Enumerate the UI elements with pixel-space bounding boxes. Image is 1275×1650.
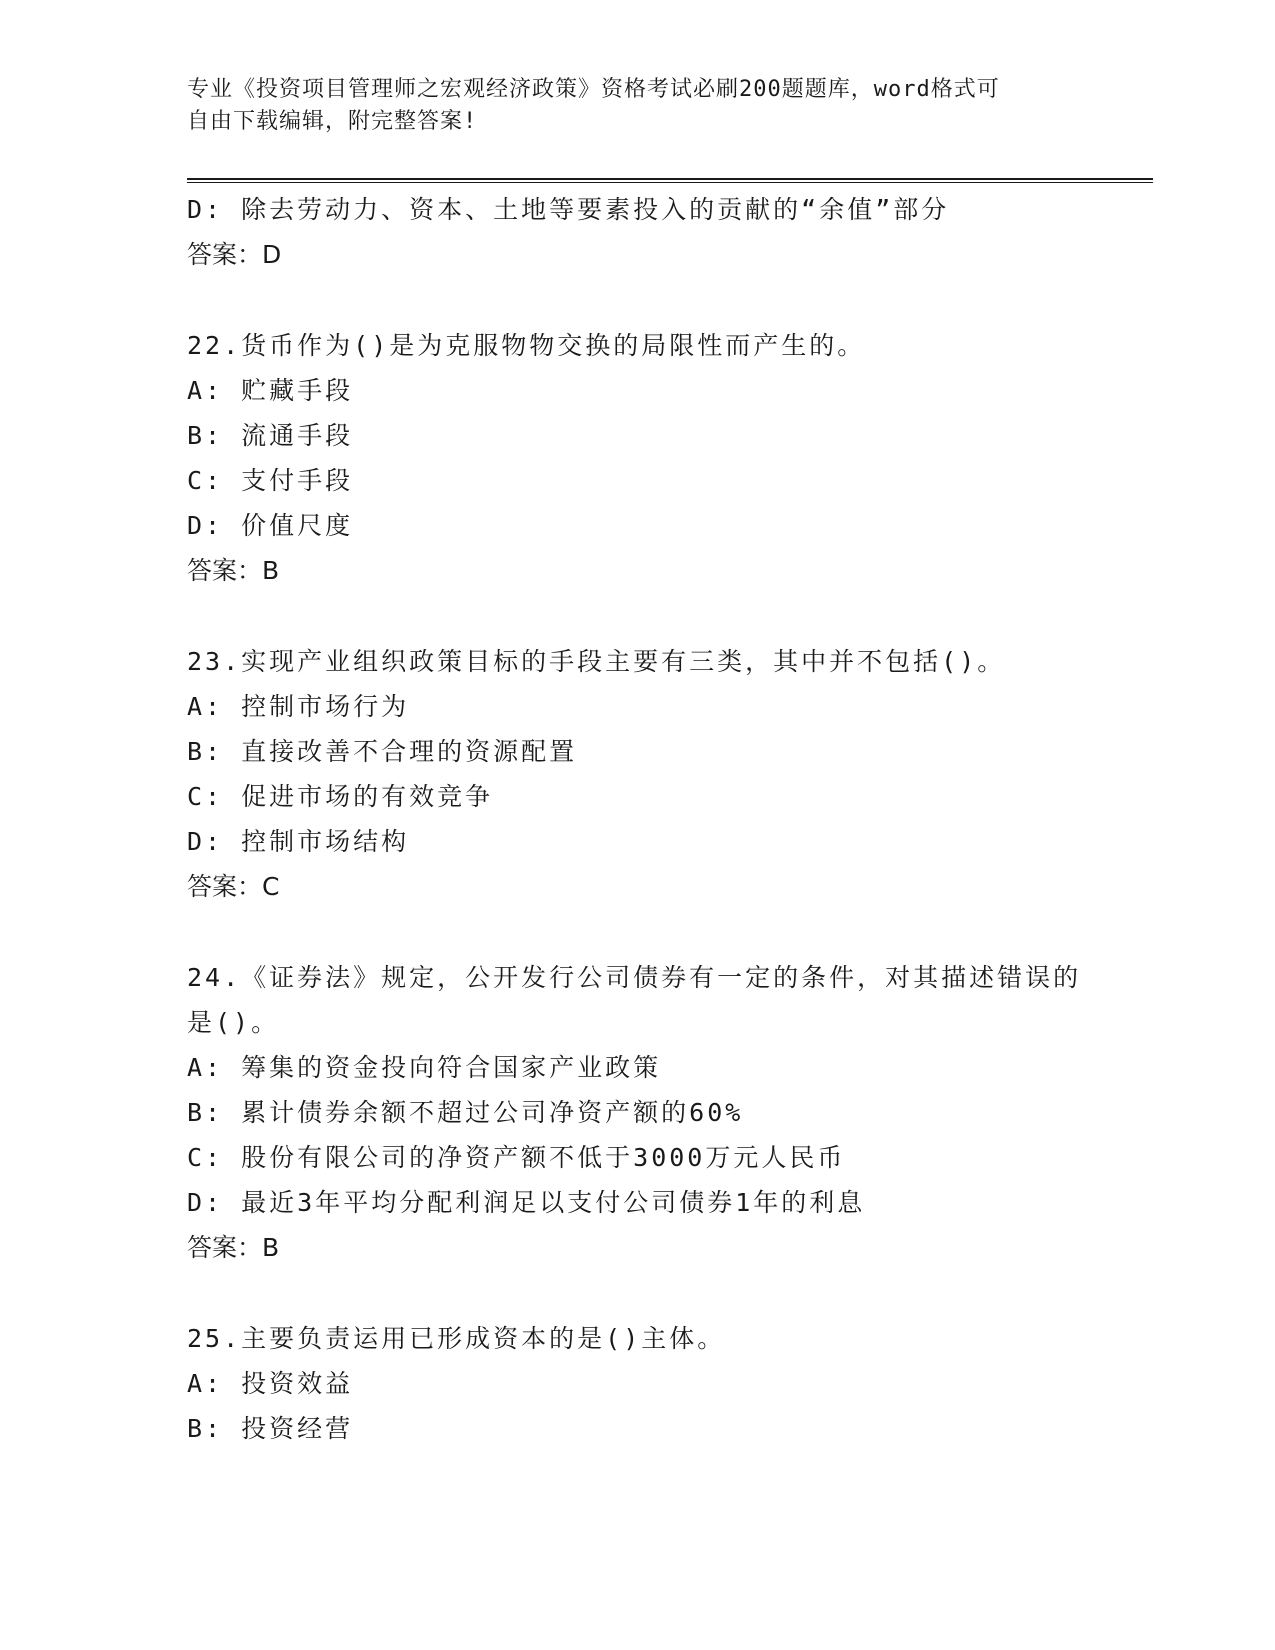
option-a: A: 投资效益 <box>187 1369 354 1398</box>
question-24 <box>187 955 1147 1270</box>
document-header <box>187 74 1067 138</box>
option-b: B: 流通手段 <box>187 421 354 450</box>
question-22 <box>187 323 1147 593</box>
previous-question-tail <box>187 187 1147 277</box>
header-line-2: 自由下载编辑，附完整答案! <box>187 109 478 134</box>
question-stem: 22.货币作为()是为克服物物交换的局限性而产生的。 <box>187 331 866 360</box>
answer-line: 答案：D <box>187 240 282 269</box>
question-stem: 25.主要负责运用已形成资本的是()主体。 <box>187 1324 726 1353</box>
option-b: B: 累计债券余额不超过公司净资产额的60% <box>187 1098 744 1127</box>
question-23 <box>187 639 1147 909</box>
answer-line: 答案：C <box>187 872 280 901</box>
header-divider <box>187 178 1153 183</box>
question-stem: 24.《证券法》规定，公开发行公司债券有一定的条件，对其描述错误的是()。 <box>187 963 1082 1037</box>
option-b: B: 投资经营 <box>187 1414 354 1443</box>
option-c: C: 促进市场的有效竞争 <box>187 782 494 811</box>
option-d: D: 价值尺度 <box>187 511 354 540</box>
question-content <box>187 187 1147 1451</box>
option-a: A: 贮藏手段 <box>187 376 354 405</box>
option-a: A: 控制市场行为 <box>187 692 410 721</box>
question-stem: 23.实现产业组织政策目标的手段主要有三类，其中并不包括()。 <box>187 647 1006 676</box>
option-d: D: 最近3年平均分配利润足以支付公司债券1年的利息 <box>187 1188 866 1217</box>
option-c: C: 股份有限公司的净资产额不低于3000万元人民币 <box>187 1143 846 1172</box>
answer-line: 答案：B <box>187 1233 280 1262</box>
answer-line: 答案：B <box>187 556 280 585</box>
option-d: D: 控制市场结构 <box>187 827 410 856</box>
option-b: B: 直接改善不合理的资源配置 <box>187 737 578 766</box>
option-c: C: 支付手段 <box>187 466 354 495</box>
option-d: D: 除去劳动力、资本、土地等要素投入的贡献的“余值”部分 <box>187 195 950 224</box>
question-25 <box>187 1316 1147 1451</box>
option-a: A: 筹集的资金投向符合国家产业政策 <box>187 1053 662 1082</box>
header-line-1: 专业《投资项目管理师之宏观经济政策》资格考试必刷200题题库，word格式可 <box>187 77 1000 102</box>
